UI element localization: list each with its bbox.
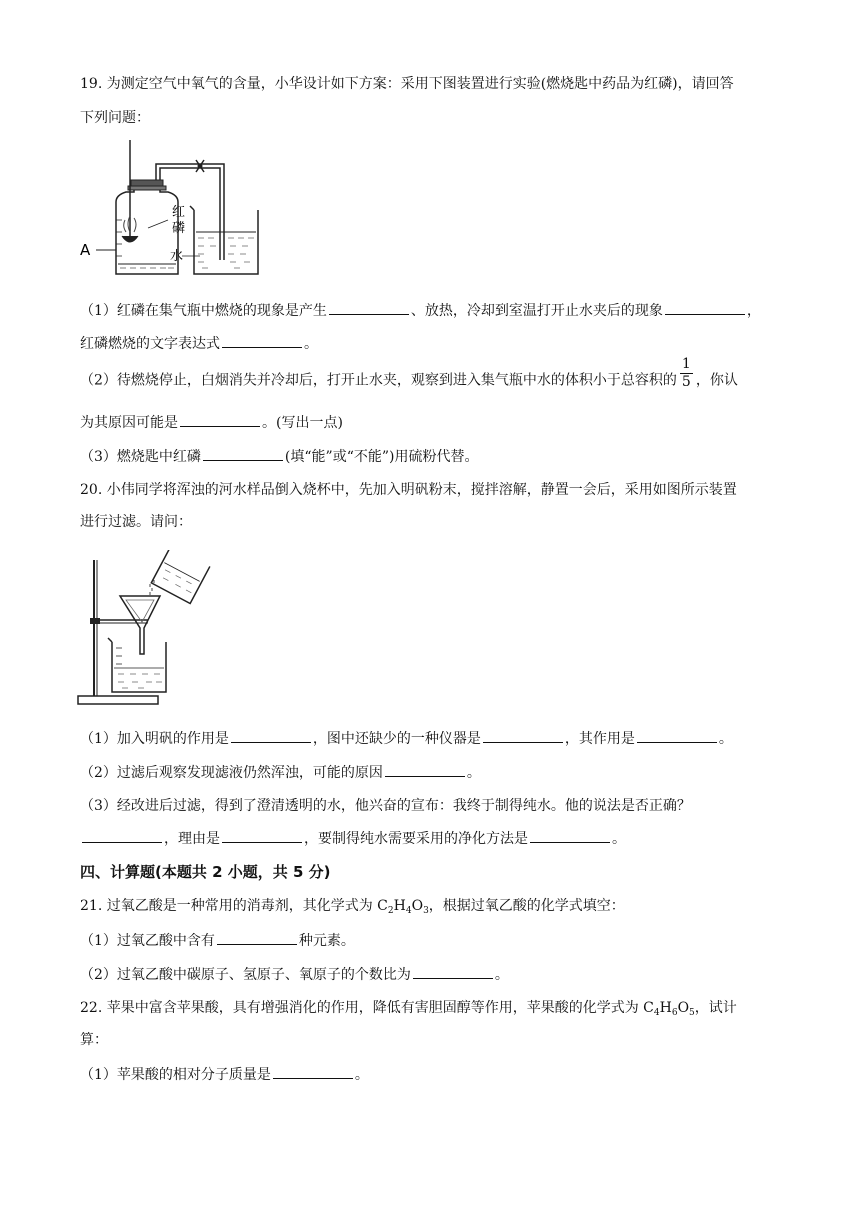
answer-blank[interactable] [530, 828, 610, 843]
q19-stem-line1: 19. 为测定空气中氧气的含量，小华设计如下方案：采用下图装置进行实验(燃烧匙中药品为红磷)，请回答 [80, 76, 734, 92]
answer-blank[interactable] [203, 446, 283, 461]
label-a: A [80, 241, 91, 259]
q20-stem-line2: 进行过滤。请问： [80, 514, 192, 530]
answer-blank[interactable] [217, 930, 297, 945]
section-heading: 四、计算题(本题共 2 小题，共 5 分) [80, 863, 331, 881]
q19-part1-line2: 红磷燃烧的文字表达式 。 [80, 333, 318, 354]
label-red: 红 [172, 205, 186, 220]
answer-blank[interactable] [329, 300, 409, 315]
q19-apparatus-figure [78, 140, 278, 280]
q19-part3: （3）燃烧匙中红磷 (填“能”或“不能”)用硫粉代替。 [80, 446, 478, 467]
q22-stem-line1: 22. 苹果中富含苹果酸，具有增强消化的作用，降低有害胆固醇等作用，苹果酸的化学式为 $C_4H_6O_5$，试计 [80, 1000, 737, 1018]
q22-part1: （1）苹果酸的相对分子质量是 。 [80, 1064, 369, 1085]
q20-stem-line1: 20. 小伟同学将浑浊的河水样品倒入烧杯中，先加入明矾粉末，搅拌溶解，静置一会后，采用如图所示装置 [80, 482, 737, 498]
answer-blank[interactable] [637, 728, 717, 743]
q21-part2: （2）过氧乙酸中碳原子、氢原子、氧原子的个数比为 。 [80, 964, 509, 985]
answer-blank[interactable] [483, 728, 563, 743]
fraction-one-fifth: $\frac{1}{5}$ [681, 356, 691, 390]
q19-stem-line2: 下列问题： [80, 110, 150, 126]
label-phosphorus: 磷 [172, 221, 186, 236]
q21-part1: （1）过氧乙酸中含有 种元素。 [80, 930, 355, 951]
answer-blank[interactable] [82, 828, 162, 843]
q20-part3-line2: ，理由是 ，要制得纯水需要采用的净化方法是 。 [80, 828, 626, 849]
answer-blank[interactable] [222, 333, 302, 348]
q21-stem: 21. 过氧乙酸是一种常用的消毒剂，其化学式为 $C_2H_4O_3$，根据过氧乙酸的化学式填空： [80, 898, 625, 916]
q20-filtration-figure [76, 550, 216, 710]
label-water: 水 [170, 249, 184, 264]
answer-blank[interactable] [180, 412, 260, 427]
q20-part2: （2）过滤后观察发现滤液仍然浑浊，可能的原因 。 [80, 762, 481, 783]
answer-blank[interactable] [385, 762, 465, 777]
answer-blank[interactable] [413, 964, 493, 979]
q22-stem-line2: 算： [80, 1032, 108, 1048]
q19-part2-line2: 为其原因可能是 。(写出一点) [80, 412, 343, 433]
q20-part3-line1: （3）经改进后过滤，得到了澄清透明的水，他兴奋的宣布：我终于制得纯水。他的说法是否正确？ [80, 798, 691, 814]
q19-part1-line1: （1）红磷在集气瓶中燃烧的现象是产生 、放热，冷却到室温打开止水夹后的现象 ， [80, 300, 761, 321]
answer-blank[interactable] [665, 300, 745, 315]
q20-part1: （1）加入明矾的作用是 ，图中还缺少的一种仪器是 ，其作用是 。 [80, 728, 733, 749]
answer-blank[interactable] [222, 828, 302, 843]
q19-part2-line1: （2）待燃烧停止，白烟消失并冷却后，打开止水夹，观察到进入集气瓶中水的体积小于总容积的 $\frac{1}{5}$ ，你认 [80, 356, 738, 390]
answer-blank[interactable] [231, 728, 311, 743]
answer-blank[interactable] [273, 1064, 353, 1079]
